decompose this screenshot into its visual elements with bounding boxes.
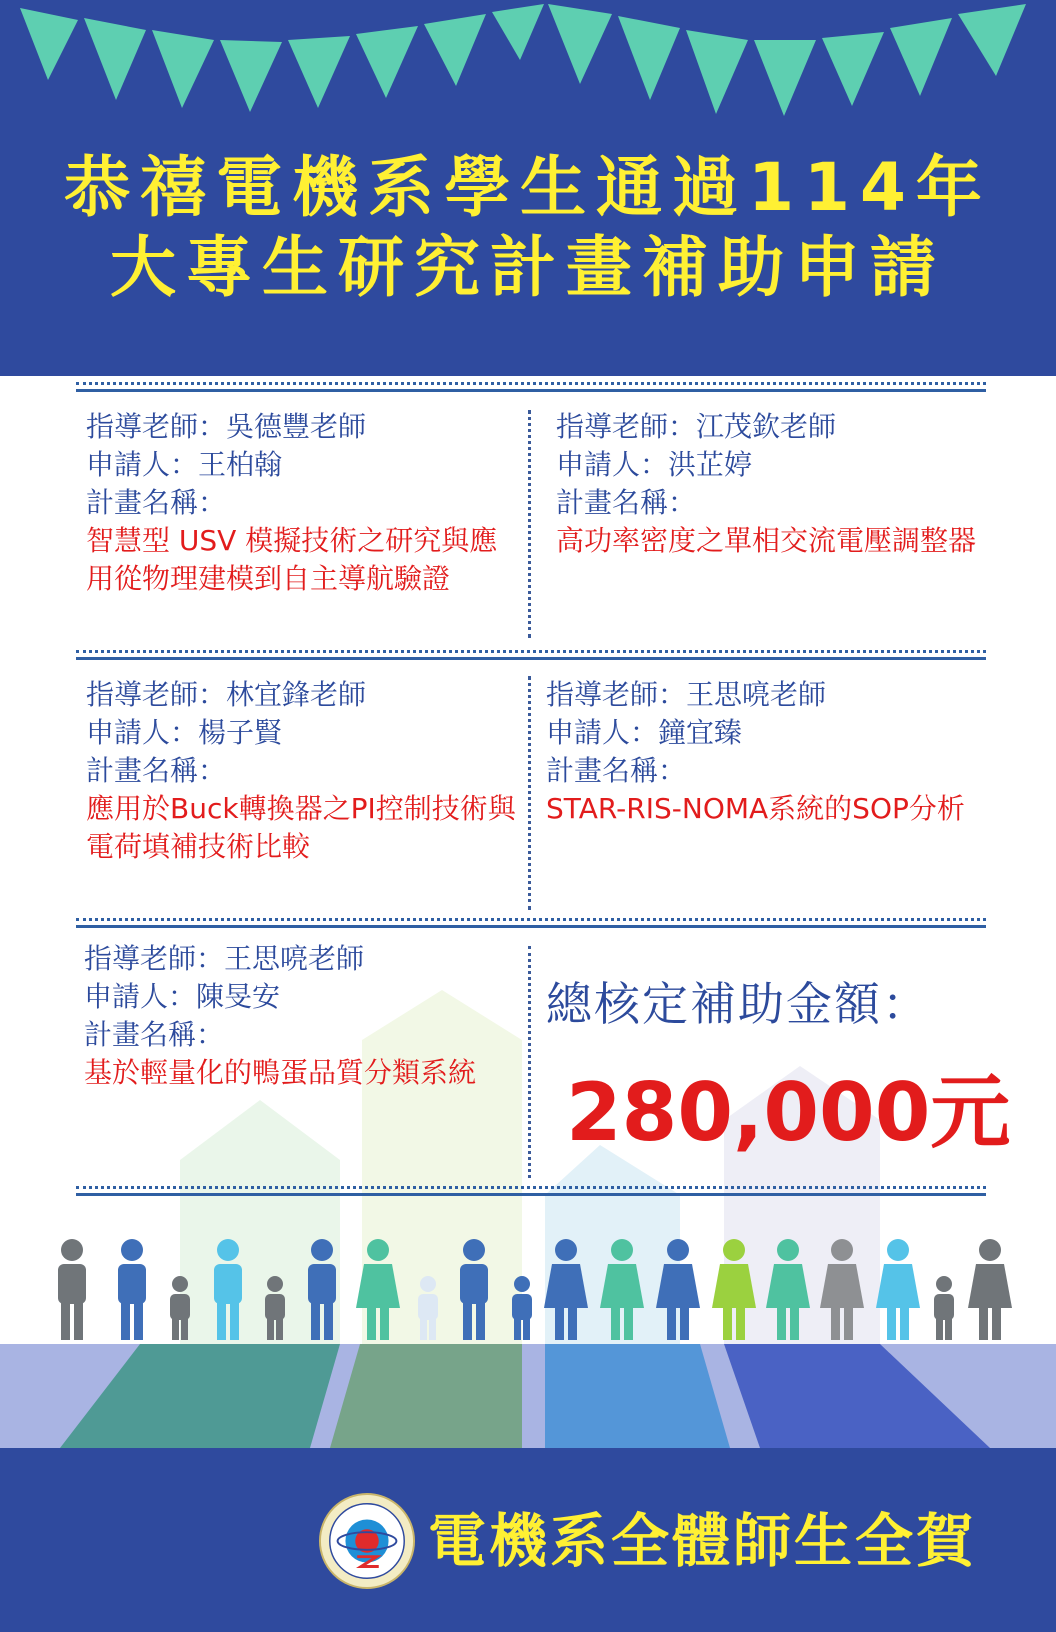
project-entry	[556, 408, 976, 560]
project-entry	[86, 676, 516, 866]
section-divider	[76, 650, 986, 660]
project-label: 計畫名稱：	[86, 754, 227, 787]
advisor-text: 指導老師：吳德豐老師	[86, 410, 367, 443]
project-label: 計畫名稱：	[556, 486, 697, 519]
university-seal-icon	[318, 1492, 416, 1590]
project-label: 計畫名稱：	[84, 1018, 225, 1051]
title-line-1: 恭禧電機系學生通過114年	[64, 149, 992, 226]
project-label: 計畫名稱：	[86, 486, 227, 519]
applicant-text: 申請人：洪芷婷	[556, 448, 753, 481]
advisor-text: 指導老師：王思喨老師	[546, 678, 827, 711]
project-entry	[546, 676, 976, 828]
people-silhouettes-graphic	[0, 1236, 1056, 1346]
project-name: 智慧型 USV 模擬技術之研究與應用從物理建模到自主導航驗證	[86, 524, 498, 595]
person-icon	[58, 1239, 86, 1340]
project-name: STAR-RIS-NOMA系統的SOP分析	[546, 792, 965, 825]
bunting-flags-graphic	[0, 0, 1056, 140]
header-banner	[0, 0, 1056, 376]
page-title	[0, 148, 1056, 308]
total-funding-amount: 280,000元	[566, 1066, 1011, 1159]
project-label: 計畫名稱：	[546, 754, 687, 787]
project-entry	[84, 940, 504, 1092]
title-line-2: 大專生研究計畫補助申請	[110, 229, 946, 306]
project-name: 基於輕量化的鴨蛋品質分類系統	[84, 1056, 477, 1089]
applicant-text: 申請人：王柏翰	[86, 448, 283, 481]
section-divider	[76, 1186, 986, 1196]
project-name: 應用於Buck轉換器之PI控制技術與電荷填補技術比較	[86, 792, 516, 863]
project-name: 高功率密度之單相交流電壓調整器	[556, 524, 977, 557]
footer-congrats-text: 電機系全體師生全賀	[428, 1507, 978, 1575]
total-funding-label: 總核定補助金額：	[546, 977, 930, 1031]
column-divider	[528, 946, 531, 1178]
applicant-text: 申請人：陳旻安	[84, 980, 281, 1013]
section-divider	[76, 382, 986, 392]
advisor-text: 指導老師：江茂欽老師	[556, 410, 837, 443]
advisor-text: 指導老師：林宜鋒老師	[86, 678, 367, 711]
applicant-text: 申請人：鐘宜臻	[546, 716, 743, 749]
section-divider	[76, 918, 986, 928]
applicant-text: 申請人：楊子賢	[86, 716, 283, 749]
column-divider	[528, 410, 531, 638]
advisor-text: 指導老師：王思喨老師	[84, 942, 365, 975]
floor-stripes-graphic	[0, 1344, 1056, 1448]
column-divider	[528, 676, 531, 910]
project-entry	[86, 408, 516, 598]
